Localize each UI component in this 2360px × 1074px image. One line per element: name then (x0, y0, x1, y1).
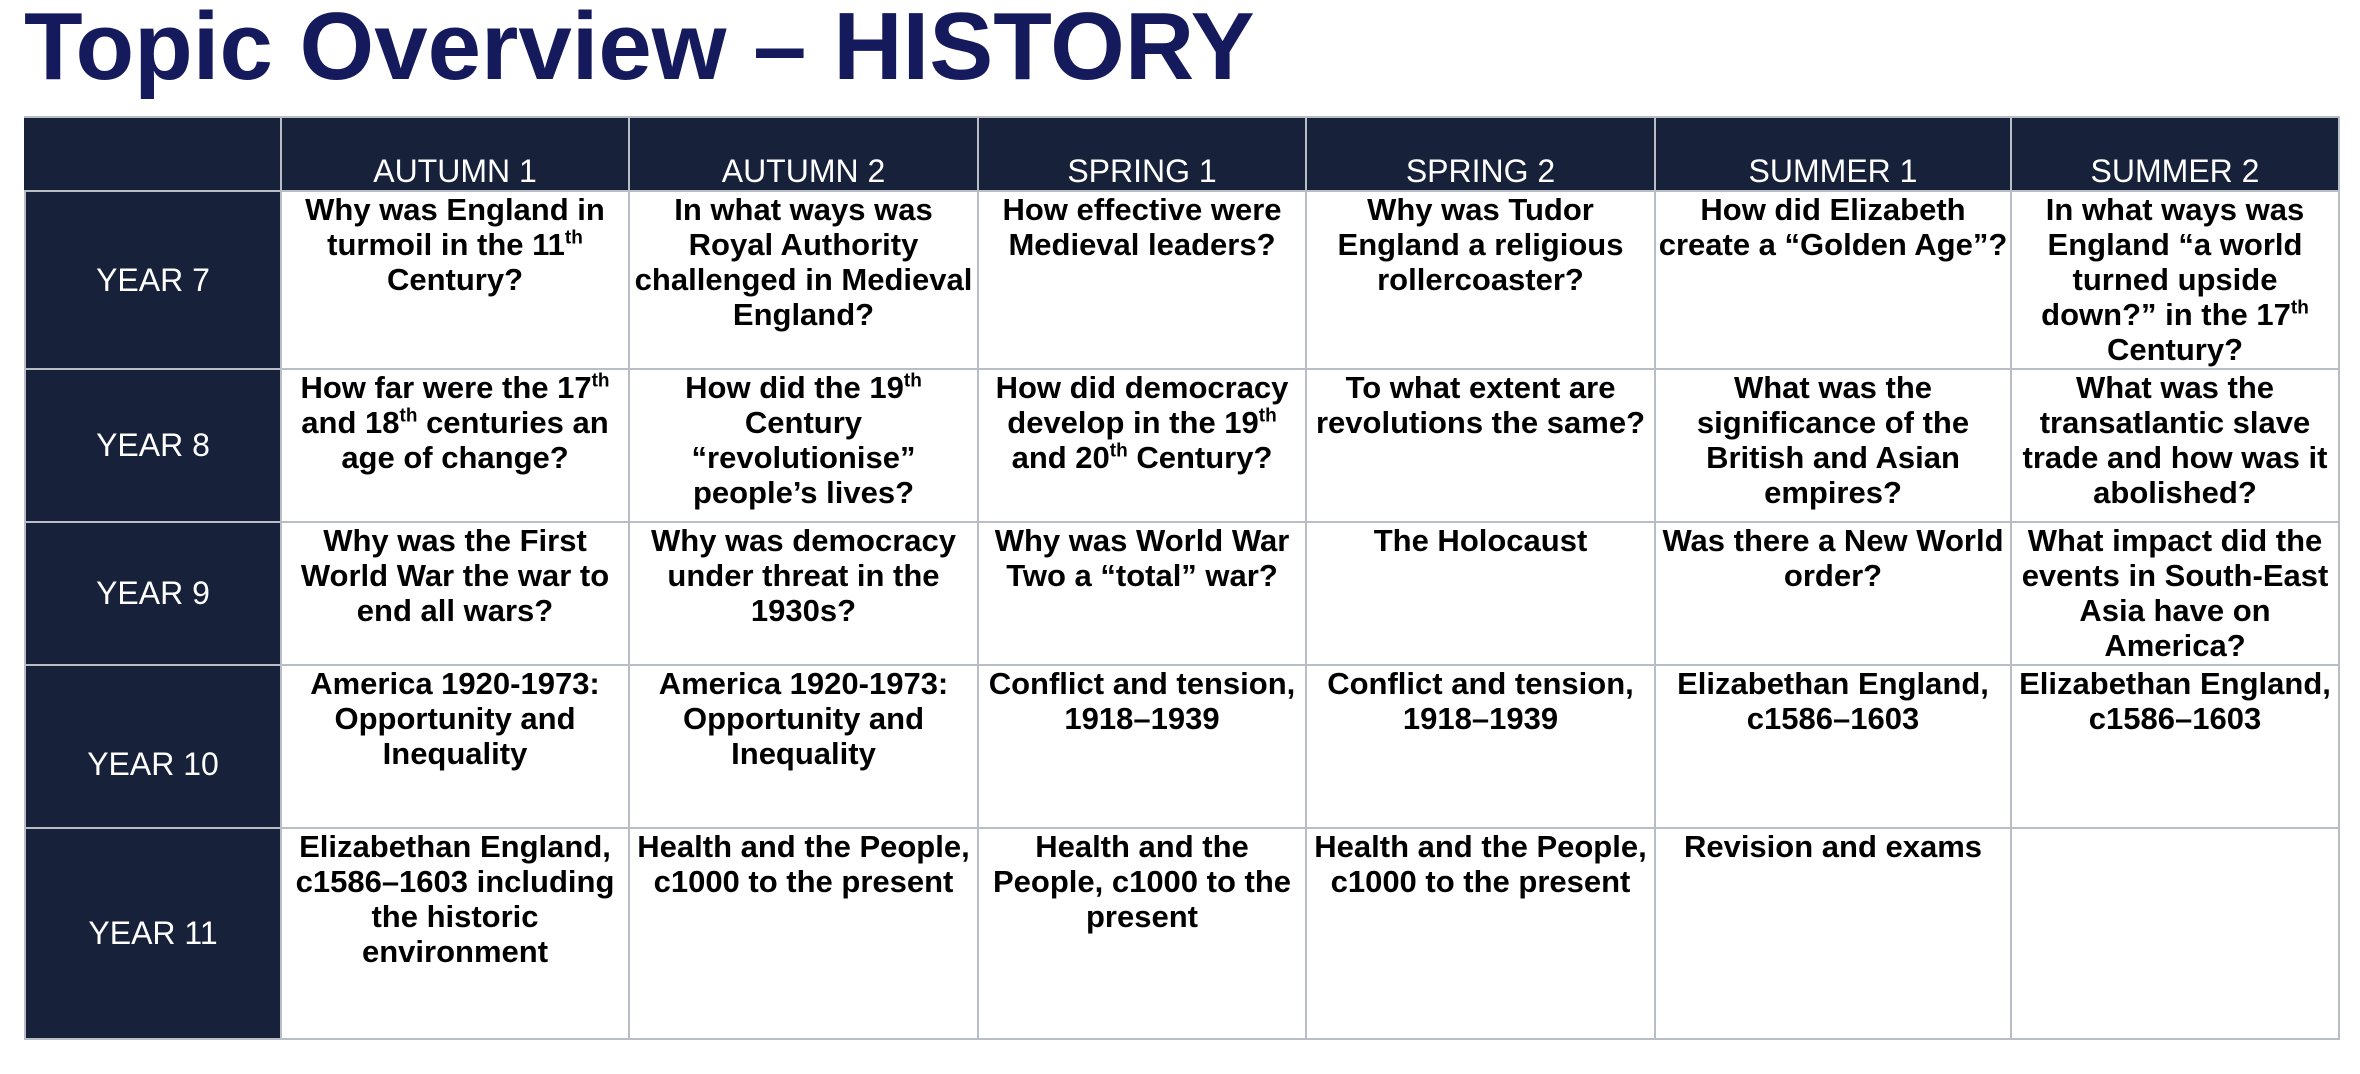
table-cell: What was the significance of the British and Asian empires? (1655, 369, 2011, 522)
column-header-spring-1: SPRING 1 (978, 117, 1306, 191)
row-header-year-7: YEAR 7 (25, 191, 281, 369)
table-cell: In what ways was England “a world turned upside down?” in the 17th Century? (2011, 191, 2339, 369)
table-cell: America 1920-1973: Opportunity and Inequality (281, 665, 629, 828)
page-title: Topic Overview – HISTORY (24, 0, 1255, 100)
row-header-year-11: YEAR 11 (25, 828, 281, 1039)
table-cell (2011, 828, 2339, 1039)
table-cell: Health and the People, c1000 to the present (629, 828, 978, 1039)
table-cell: Why was England in turmoil in the 11th Century? (281, 191, 629, 369)
table-cell: How did the 19th Century “revolutionise” people’s lives? (629, 369, 978, 522)
table-cell: What was the transatlantic slave trade and how was it abolished? (2011, 369, 2339, 522)
table-cell: Revision and exams (1655, 828, 2011, 1039)
row-header-year-8: YEAR 8 (25, 369, 281, 522)
table-cell: Why was Tudor England a religious rollercoaster? (1306, 191, 1655, 369)
row-header-year-9: YEAR 9 (25, 522, 281, 665)
table-cell: Elizabethan England, c1586–1603 including the historic environment (281, 828, 629, 1039)
table-cell: Elizabethan England, c1586–1603 (2011, 665, 2339, 828)
topic-overview-table (24, 116, 2340, 1040)
table-row-year-8 (25, 369, 2339, 522)
table-cell: Was there a New World order? (1655, 522, 2011, 665)
table-cell: The Holocaust (1306, 522, 1655, 665)
table-cell: How far were the 17th and 18th centuries an age of change? (281, 369, 629, 522)
table-cell: Health and the People, c1000 to the present (978, 828, 1306, 1039)
column-header-spring-2: SPRING 2 (1306, 117, 1655, 191)
table-cell: What impact did the events in South-East Asia have on America? (2011, 522, 2339, 665)
column-header-summer-2: SUMMER 2 (2011, 117, 2339, 191)
table-cell: Why was the First World War the war to end all wars? (281, 522, 629, 665)
table-row-year-9 (25, 522, 2339, 665)
table-cell: In what ways was Royal Authority challenged in Medieval England? (629, 191, 978, 369)
table-cell: Health and the People, c1000 to the present (1306, 828, 1655, 1039)
column-header-autumn-2: AUTUMN 2 (629, 117, 978, 191)
column-header-autumn-1: AUTUMN 1 (281, 117, 629, 191)
table-cell: How did democracy develop in the 19th and 20th Century? (978, 369, 1306, 522)
column-header-summer-1: SUMMER 1 (1655, 117, 2011, 191)
table-cell: Conflict and tension, 1918–1939 (1306, 665, 1655, 828)
table-cell: Elizabethan England, c1586–1603 (1655, 665, 2011, 828)
table-cell: How did Elizabeth create a “Golden Age”? (1655, 191, 2011, 369)
table-cell: Conflict and tension, 1918–1939 (978, 665, 1306, 828)
column-header-row (25, 117, 2339, 191)
table-cell: Why was democracy under threat in the 1930s? (629, 522, 978, 665)
table-row-year-11 (25, 828, 2339, 1039)
table-cell: To what extent are revolutions the same? (1306, 369, 1655, 522)
table-cell: Why was World War Two a “total” war? (978, 522, 1306, 665)
header-corner (25, 117, 281, 191)
table-row-year-10 (25, 665, 2339, 828)
table-row-year-7 (25, 191, 2339, 369)
row-header-year-10: YEAR 10 (25, 665, 281, 828)
table-cell: How effective were Medieval leaders? (978, 191, 1306, 369)
table-cell: America 1920-1973: Opportunity and Inequality (629, 665, 978, 828)
